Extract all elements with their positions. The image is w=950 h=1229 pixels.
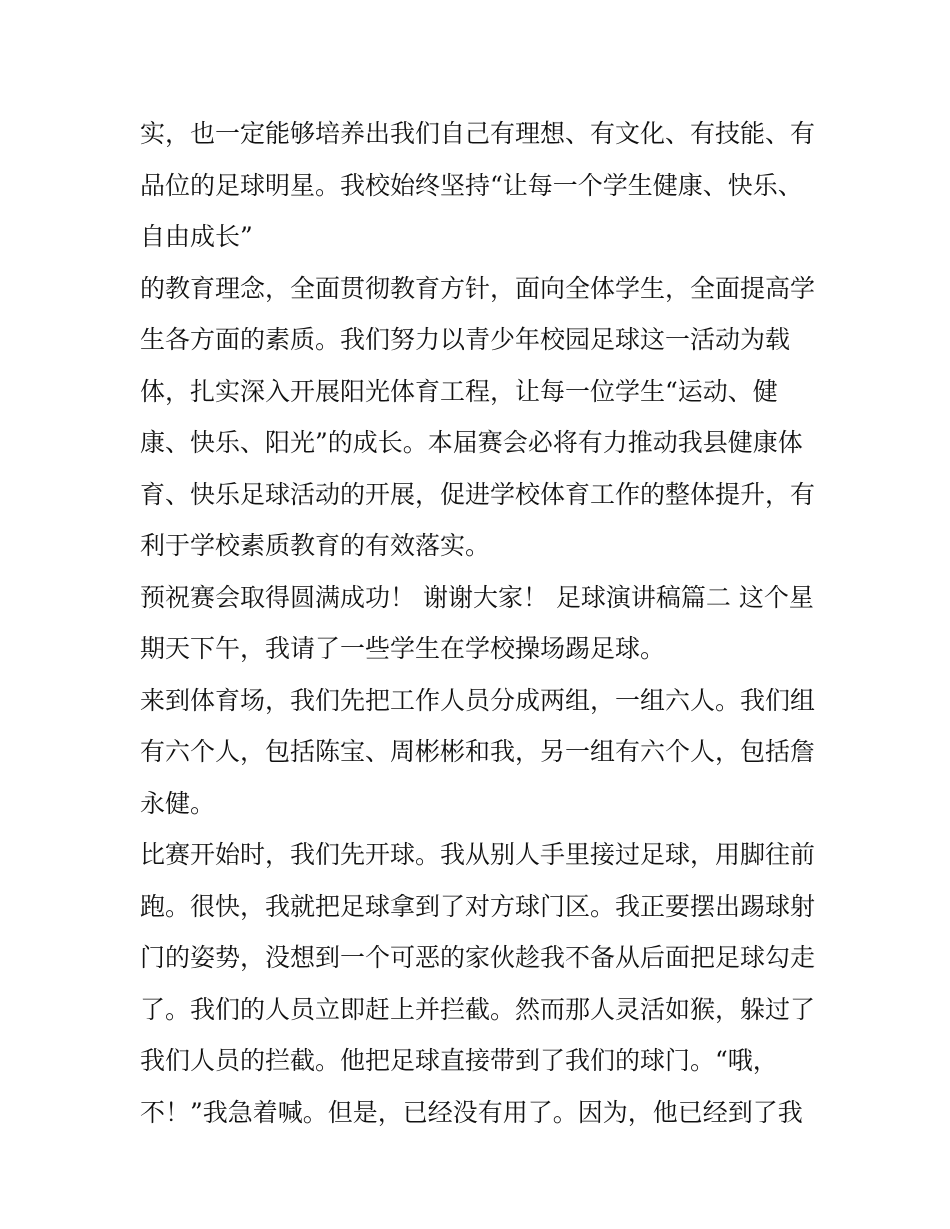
text-line: 育、快乐足球活动的开展，促进学校体育工作的整体提升，有 xyxy=(140,479,816,509)
text-line: 体，扎实深入开展阳光体育工程，让每一位学生“运动、健 xyxy=(140,376,778,406)
text-line: 我们人员的拦截。他把足球直接带到了我们的球门。“哦， xyxy=(140,1046,778,1075)
text-line: 利于学校素质教育的有效落实。 xyxy=(140,531,491,560)
text-line: 有六个人，包括陈宝、周彬彬和我，另一组有六个人，包括詹 xyxy=(140,737,816,766)
text-line: 自由成长” xyxy=(140,222,253,251)
text-line: 来到体育场，我们先把工作人员分成两组，一组六人。我们组 xyxy=(140,685,816,715)
body-text xyxy=(140,108,820,1138)
text-line: 门的姿势，没想到一个可恶的家伙趁我不备从后面把足球勾走 xyxy=(140,943,816,972)
text-line: 跑。很快，我就把足球拿到了对方球门区。我正要摆出踢球射 xyxy=(140,891,816,921)
text-line: 的教育理念，全面贯彻教育方针，面向全体学生，全面提高学 xyxy=(140,273,816,303)
text-line: 实，也一定能够培养出我们自己有理想、有文化、有技能、有 xyxy=(140,119,816,148)
text-line: 预祝赛会取得圆满成功！ 谢谢大家！ 足球演讲稿篇二 这个星 xyxy=(140,582,814,612)
text-line: 期天下午，我请了一些学生在学校操场踢足球。 xyxy=(140,634,666,663)
text-line: 比赛开始时，我们先开球。我从别人手里接过足球，用脚往前 xyxy=(140,840,816,869)
text-line: 不！”我急着喊。但是，已经没有用了。因为，他已经到了我 xyxy=(140,1097,803,1127)
text-line: 品位的足球明星。我校始终坚持“让每一个学生健康、快乐、 xyxy=(140,170,803,200)
text-line: 永健。 xyxy=(140,788,216,818)
text-line: 了。我们的人员立即赶上并拦截。然而那人灵活如猴，躲过了 xyxy=(140,994,816,1024)
text-line: 生各方面的素质。我们努力以青少年校园足球这一活动为载 xyxy=(140,325,791,354)
text-line: 康、快乐、阳光”的成长。本届赛会必将有力推动我县健康体 xyxy=(140,428,803,457)
